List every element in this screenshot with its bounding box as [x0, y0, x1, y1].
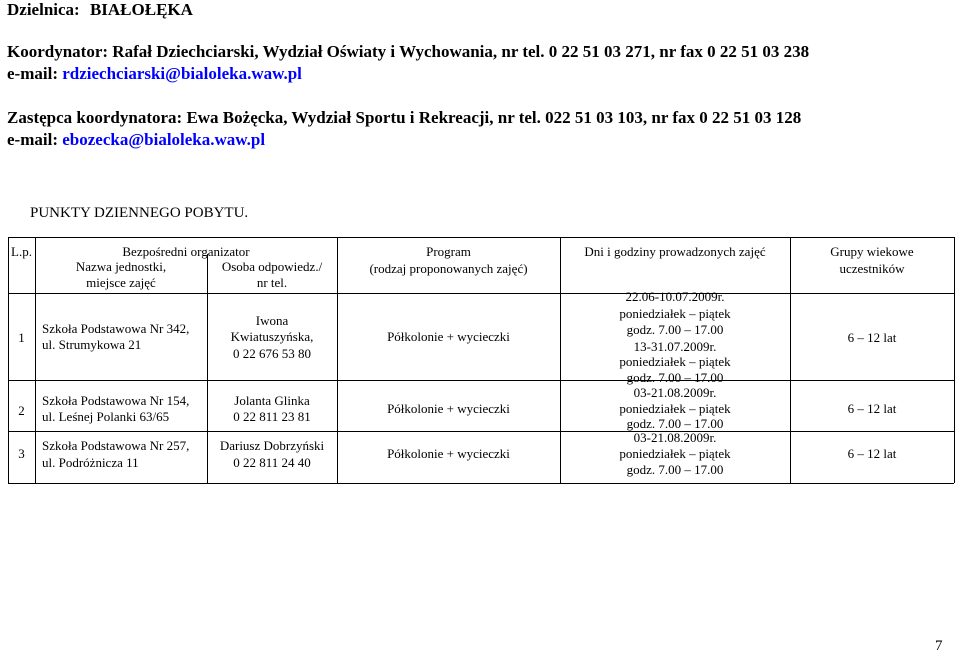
coordinator-email-link[interactable]: rdziechciarski@bialoleka.waw.pl — [62, 64, 302, 83]
row-period1-days: poniedziałek – piątek — [619, 446, 731, 461]
row-program: Półkolonie + wycieczki — [387, 401, 510, 416]
header-organizer: Bezpośredni organizator — [122, 244, 250, 259]
section-title: PUNKTY DZIENNEGO POBYTU. — [30, 205, 249, 221]
row-period2-dates: 13-31.07.2009r. — [633, 339, 717, 354]
row-unit-line2: ul. Leśnej Polanki 63/65 — [42, 409, 170, 424]
header-days: Dni i godziny prowadzonych zajęć — [584, 244, 766, 259]
coordinator-line: Koordynator: Rafał Dziechciarski, Wydział Oświaty i Wychowania, nr tel. 0 22 51 03 271, nr fax 0 22 51 03 238 — [7, 42, 810, 61]
row-period1-dates: 03-21.08.2009r. — [633, 385, 717, 400]
row-age: 6 – 12 lat — [847, 330, 897, 345]
header-unit-name: Nazwa jednostki, — [75, 259, 167, 274]
row-person-line1: Jolanta Glinka — [234, 393, 310, 408]
row-program: Półkolonie + wycieczki — [387, 446, 510, 461]
deputy-line: Zastępca koordynatora: Ewa Bożęcka, Wydział Sportu i Rekreacji, nr tel. 022 51 03 103, nr fax 0 22 51 03 128 — [7, 108, 802, 127]
header-groups-sub: uczestników — [839, 261, 905, 276]
row-unit-line1: Szkoła Podstawowa Nr 342, — [42, 321, 190, 336]
row-period1-hours: godz. 7.00 – 17.00 — [626, 416, 724, 431]
row-person-line1: Iwona — [255, 313, 289, 328]
district-value: BIAŁOŁĘKA — [89, 0, 193, 19]
table-header-bottom-border — [8, 293, 954, 294]
row-lp: 2 — [18, 403, 25, 418]
row-unit-line2: ul. Strumykowa 21 — [42, 337, 142, 352]
row-person-line2: 0 22 811 23 81 — [233, 409, 311, 424]
row-program: Półkolonie + wycieczki — [387, 329, 510, 344]
header-groups: Grupy wiekowe — [830, 244, 914, 259]
row-period1-days: poniedziałek – piątek — [619, 401, 731, 416]
header-program: Program — [426, 244, 471, 259]
row-period1-days: poniedziałek – piątek — [619, 306, 731, 321]
deputy-email-line — [7, 130, 265, 150]
coordinator-email-line — [7, 64, 302, 84]
row-person-line1: Dariusz Dobrzyński — [219, 438, 325, 453]
row-period2-days: poniedziałek – piątek — [619, 354, 731, 369]
row-divider-1 — [8, 380, 954, 381]
col-border-right — [954, 237, 955, 483]
table-bottom-border — [8, 483, 954, 484]
header-contact-person: Osoba odpowiedz./ — [221, 259, 323, 274]
deputy-email-label: e-mail: — [7, 130, 63, 149]
deputy-email-link[interactable]: ebozecka@bialoleka.waw.pl — [62, 130, 266, 149]
header-lp: L.p. — [11, 244, 32, 259]
row-period1-hours: godz. 7.00 – 17.00 — [626, 462, 724, 477]
row-unit-line2: ul. Podróżnicza 11 — [42, 455, 139, 470]
row-age: 6 – 12 lat — [847, 401, 897, 416]
row-unit-line1: Szkoła Podstawowa Nr 257, — [42, 438, 190, 453]
page-number: 7 — [935, 638, 943, 654]
row-lp: 3 — [18, 446, 25, 461]
coordinator-email-label: e-mail: — [7, 64, 63, 83]
row-person-line2: Kwiatuszyńska, — [230, 329, 314, 344]
district-line — [7, 0, 193, 20]
row-person-line2: 0 22 811 24 40 — [233, 455, 311, 470]
row-lp: 1 — [18, 330, 25, 345]
row-age: 6 – 12 lat — [847, 446, 897, 461]
district-label: Dzielnica: — [7, 0, 80, 19]
row-unit-line1: Szkoła Podstawowa Nr 154, — [42, 393, 190, 408]
header-contact-tel: nr tel. — [256, 275, 288, 290]
header-unit-place: miejsce zajęć — [86, 275, 156, 290]
row-divider-2 — [8, 431, 954, 432]
header-program-sub: (rodzaj proponowanych zajęć) — [369, 261, 528, 276]
row-period2-hours: godz. 7.00 – 17.00 — [626, 370, 724, 385]
table-top-border — [8, 237, 954, 238]
row-period1-dates: 03-21.08.2009r. — [633, 430, 717, 445]
row-period1-dates: 22.06-10.07.2009r. — [625, 289, 725, 304]
row-person-line3: 0 22 676 53 80 — [233, 346, 311, 361]
row-period1-hours: godz. 7.00 – 17.00 — [626, 322, 724, 337]
